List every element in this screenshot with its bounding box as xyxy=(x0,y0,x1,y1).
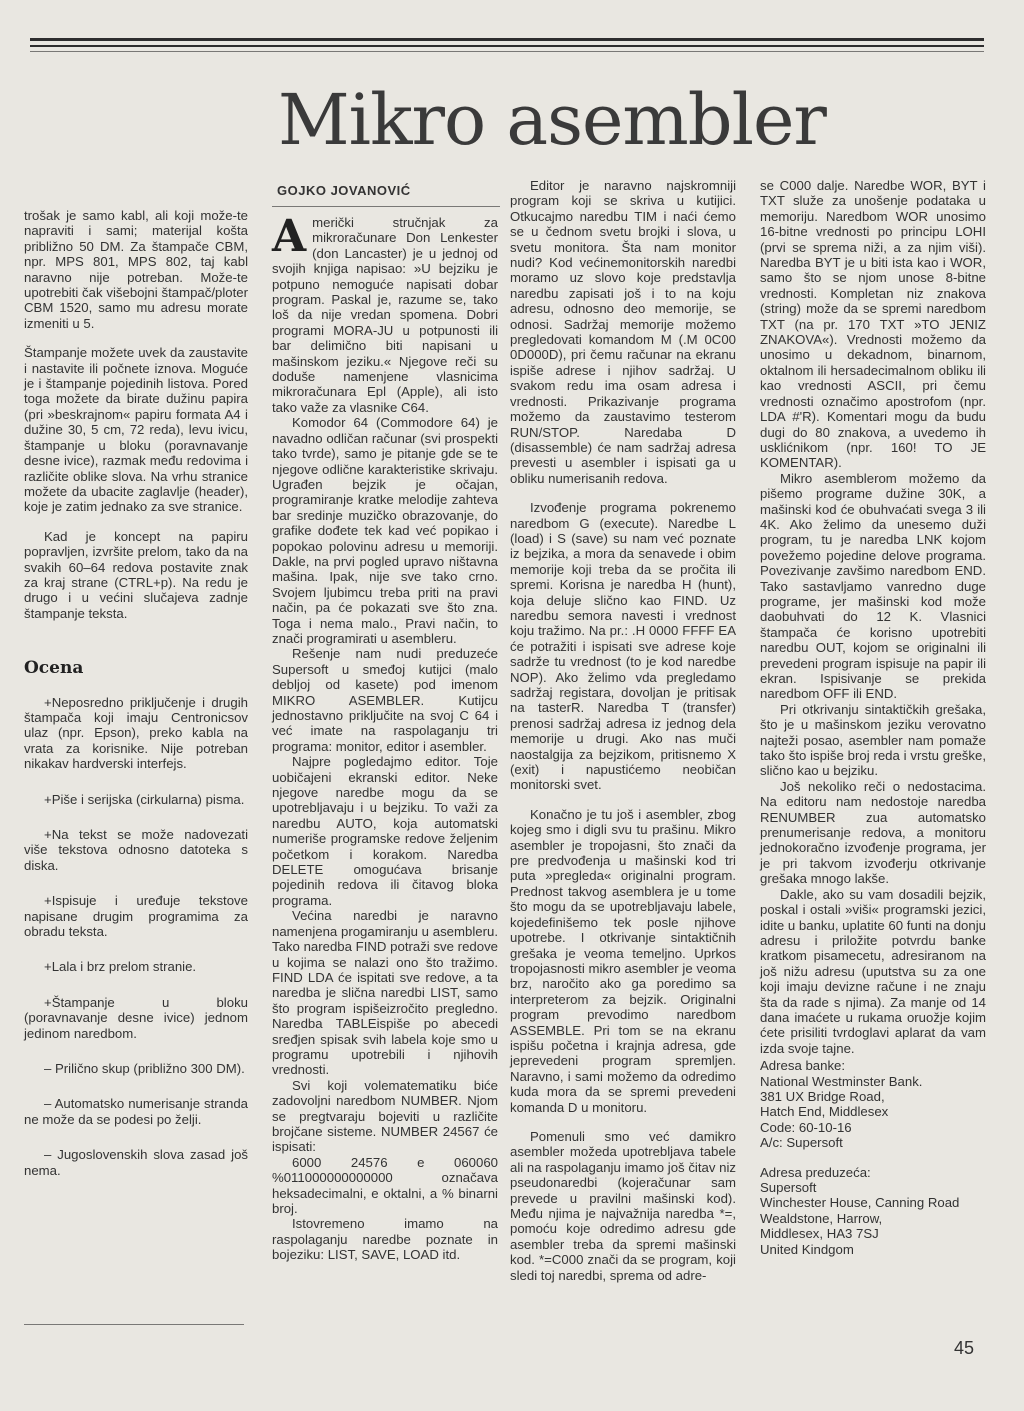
col2-paragraph: Svi koji volematematiku biće zadovoljni naredbom NUMBER. Njom se pregtvaraju bojeviti u različite brojčane sisteme. NUMBER 24567 će ispisati: xyxy=(272,1077,498,1155)
rating-item: +Na tekst se može nadovezati više tekstova odnosno datoteka s diska. xyxy=(24,827,248,873)
address-line: Adresa preduzeća: xyxy=(760,1164,871,1180)
top-rule-thin xyxy=(30,45,984,47)
address-line: Adresa banke: xyxy=(760,1058,846,1074)
top-rule-third xyxy=(30,51,984,52)
column-1 xyxy=(24,208,248,1178)
col3-paragraph: Izvođenje programa pokrenemo naredbom G (execute). Naredbe L (load) i S (save) su nam već poznate iz bejzika, a mora da senavede i obim memorije koji treba da se pročita ili spremi. Korisna je naredba H (hunt), koja deluje slično kao FIND. Uz naredbu semora navesti i vrednost koju tražimo. Na pr.: .H 0000 FFFF EA će potražiti i ispisati sve adrese koje sadrže tu vrednost (to je kod naredbe NOP). Ako želimo vda pregledamo sadržaj registara, dovoljan je pritisak na tasterR. Naredba T (transfer) prenosi sadržaj adresa iz jednog dela memorije u drugi. Ako nas muči naostalgija za bejzikom, pritisnemo X (exit) i napustićemo neobičan monitorski svet. xyxy=(510,500,736,793)
col1-bottom-rule xyxy=(24,1324,244,1325)
column-2 xyxy=(272,211,498,1263)
col1-paragraph: trošak je samo kabl, ali koji može-te napraviti i sami; materijal košta približno 50 DM. Za štampače CBM, npr. MPS 801, MPS 802, taj kabl naravno nije potreban. Može-te upotrebiti čak višebojni štampač/ploter CBM 1520, samo mu adresu morate izmeniti u 5. xyxy=(24,208,248,331)
col4-paragraph: Pri otkrivanju sintaktičkih grešaka, što je u mašinskom jeziku verovatno najteži posao, asembler nam pomaže tako što ispiše broj reda i vrstu greške, slično kao u bejziku. xyxy=(760,701,986,779)
section-heading-ocena: Ocena xyxy=(24,658,84,679)
address-line: 381 UX Bridge Road, xyxy=(760,1088,885,1104)
col1-paragraph: Štampanje možete uvek da zaustavite i nastavite ili počnete iznova. Moguće je i štampanje pojedinih listova. Pored toga možete da birate dužinu papira (pri »beskrajnom« papiru formata A4 i dužine 30, 5 cm, 72 reda), levu ivicu, štampanje u bloku (poravnavanje desne ivice), razmak među redovima i različite oblike slova. Na vrhu stranice možete da ubacite zaglavlje (header), koje je zatim jednako za sve stranice. xyxy=(24,345,248,515)
address-line: A/c: Supersoft xyxy=(760,1135,843,1151)
address-line: National Westminster Bank. xyxy=(760,1073,923,1089)
col2-paragraph: Većina naredbi je naravno namenjena progamiranju u asembleru. Tako naredba FIND potraži sve redove u kojima se nalazi ono što tražimo. FIND LDA će ispitati sve redove, a ta naredba je slična naredbi LIST, samo što program ispišeizročito pregledno. Naredba TABLEispiše po abecedi sređjen spisak svih labela koje smo u programu upotrebili i njihovih vrednosti. xyxy=(272,908,498,1078)
col4-paragraph: Još nekoliko reči o nedostacima. Na editoru nam nedostoje naredba RENUMBER zua automatsko prenumerisanje redova, a monitoru jednokoračno izvođenje programa, jer je pri takvom izvođerju otkrivanje grešaka mnogo lakše. xyxy=(760,778,986,887)
col4-paragraph: Mikro asemblerom možemo da pišemo programe dužine 30K, a mašinski kod će obuhvaćati svega 3 ili 4K. Ako želimo da unesemo duži program, tu je naredba LNK kojom povežemo pojedine delove programa. Povezivanje zavšimo naredbom END. Tako sastavljamo vanredno duge programe, jer mašinski kod može daobuhvati do 12 K. Vlasnici štampača će korisno upotrebiti naredbu OUT, kojom se originalni ili prevedeni program ispisuje na papir ili ekran. Ispisivanje se prekida naredbom OFF ili END. xyxy=(760,470,986,702)
column-4 xyxy=(760,178,986,1257)
address-line: United Kindgom xyxy=(760,1241,854,1257)
rating-item: +Neposredno priključenje i drugih štampača koji imaju Centronicsov ulaz (npr. Epson), preko kabla na vrata za korisnike. Nije potreban nikakav hardverski interfejs. xyxy=(24,694,248,772)
col3-paragraph: Konačno je tu još i asembler, zbog kojeg smo i digli svu tu prašinu. Mikro asembler je tropojasni, što znači da pre predvođenja u mašinski kod tri puta »pregleda« originalni program. Prednost takvog asemblera je u tome što mogu da se upotrebljavaju labele, kojedefinišemo tek posle njihove upotrebe. I otkrivanje sintaktičnih grešaka je veoma temeljno. Uprkos tropojasnosti mikro asembler je veoma brz, naročito ako ga poredimo sa interpreterom za bejzik. Originalni program prevodimo naredbom ASSEMBLE. Pri tom se na ekranu ispišu početna i krajnja adresa, gde jeprevedeni program spremljen. Naravno, i sami možemo da odredimo kuda mora da se spremi prevedeni komanda D u monitoru. xyxy=(510,806,736,1115)
rating-item: +Piše i serijska (cirkularna) pisma. xyxy=(44,791,245,807)
col2-paragraph: Najpre pogledajmo editor. Toje uobičajeni ekranski editor. Neke njegove naredbe mogu da se upotrebljavaju i u bejziku. To važi za naredbu AUTO, koja automatski numeriše programske redove željenim početkom i korakom. Naredba DELETE omogućava brisanje pojedinih redova ili čitavog bloka programa. xyxy=(272,754,498,908)
drop-cap: A xyxy=(272,211,307,262)
address-line: Winchester House, Canning Road xyxy=(760,1195,960,1211)
col4-paragraph: Dakle, ako su vam dosadili bejzik, poskal i ostali »viši« programski jezici, idite u banku, uplatite 60 funti na donju adresu i priložite potvrdu banke kratkom pisamecetu, adresiranom na još nižu adresu (uputstva su za one koji imaju devizne račune i ne znaju šta da rade s njima). Za manje od 14 dana imaćete u rukama oruožje kojim ćete prisiliti tvrdoglavi aplarat da vam izda svoje tajne. xyxy=(760,886,986,1056)
col2-paragraph: Istovremeno imamo na raspolaganju naredbe poznate in bojeziku: LIST, SAVE, LOAD itd. xyxy=(272,1216,498,1263)
col4-paragraph: se C000 dalje. Naredbe WOR, BYT i TXT služe za unošenje podataka u memoriju. Naredbom WOR unosimo 16-bitne vrednosti po principu LOHI (prvi se sprema niži, a za njim viši). Naredba BYT je u biti ista kao i WOR, samo što se njom unose 8-bitne vrednosti. Kompletan niz znakova (string) može da se spremi naredbom TXT (na pr. 170 TXT »TO JENIZ ZNAKOVA«). Vrednosti možemo da unosimo u dekadnom, binarnom, oktalnom ili hersadecimalnom obliku ili kao vrednosti ASCII, pri čemu vrednosti označimo apostrofom (npr. LDA #'R). Komentari mogu da budu dugi do 80 znakova, a uvedemo ih usklićnikom (npr. 160! TO JE KOMENTAR). xyxy=(760,178,986,471)
bank-address xyxy=(760,1058,986,1150)
rating-item: +Štampanje u bloku (poravnavanje desne ivice) jednom jedinom naredbom. xyxy=(24,994,248,1041)
address-line: Supersoft xyxy=(760,1180,817,1195)
address-line: Wealdstone, Harrow, xyxy=(760,1210,883,1226)
page-number: 45 xyxy=(954,1338,975,1358)
author-byline: GOJKO JOVANOVIĆ xyxy=(277,183,411,198)
address-line: Code: 60-10-16 xyxy=(760,1119,852,1135)
col2-paragraph xyxy=(272,211,498,415)
col2-paragraph: Komodor 64 (Commodore 64) je navadno odličan računar (svi prospekti tako tvrde), samo je pitanje gde se te njegove odlične karakteristike skrivaju. Ugrađen bejzik je očajan, programiranje kratke melodije zahteva bar sredinje muzičko obrazovanje, do grafike dođete tek kad već popikao i popokao polovinu adresu u memoriji. Dakle, na prvi pogled upravo ništavna mašina. Ipak, nije sve tako crno. Svojem ljubimcu treba priti na pravi način, pa će pokazati sve što zna. Toga i nema malo., Pravi način, to znači programirati u asembleru. xyxy=(272,415,498,646)
col3-paragraph: Editor je naravno najskromniji program koji se skriva u kutijici. Otkucajmo naredbu TIM i naći ćemo se u čednom svetu brojki i slova, u svetu monitora. Šta nam monitor nudi? Kod većinemonitorskih naredbi moramo uz slovo koje predstavlja naredbu zapisati još i to na koju adresu, odnosno deo memorije, se odnosi. Sadržaj memorije možemo pregledovati komandom M (.M 0C00 0D000D), pri čemu računar na ekranu ispiše adrese i njihov sadržaj. U svakom redu ima osam adresa i vrednosti. Prikazivanje programa možemo da zaustavimo testerom RUN/STOP. Naredaba D (disassemble) će nam sadržaj adresa prevesti u asembler i ispisati ga u obliku numerisanih redova. xyxy=(510,178,736,486)
company-address xyxy=(760,1165,986,1257)
column-3 xyxy=(510,178,736,1283)
rating-item: +Lala i brz prelom stranie. xyxy=(44,959,197,975)
address-line: Hatch End, Middlesex xyxy=(760,1104,889,1120)
rating-item: – Prilično skup (približno 300 DM). xyxy=(44,1061,245,1077)
col2-paragraph: Rešenje nam nudi preduzeće Supersoft u smeđoj kutijci (malo debljoj od kasete) pod imenom MIKRO ASEMBLER. Kutijcu jednostavno priključite na svoj C 64 i već imate na raspolaganju tri programa: monitor, editor i asembler. xyxy=(272,646,498,754)
col1-paragraph: Kad je koncept na papiru popravljen, izvršite prelom, tako da na svakih 60–64 redova postavite znak za kraj strane (CTRL+p). Na redu je drugo i u većini slučajeva zadnje štampanje teksta. xyxy=(24,528,248,621)
address-line: Middlesex, HA3 7SJ xyxy=(760,1226,879,1242)
col3-paragraph: Pomenuli smo već damikro asembler možeda upotrebljava tabele ali na raspolaganju imamo još čitav niz pseudonaredbi (kojeračunar sam prevede u pravilni mašinski kod). Među njima je najvažnija naredba *=, pomoću koje odredimo adresu gde asembler treba da spremi mašinski kod. *=C000 znači da se program, koji sledi toj naredbi, sprema od adre- xyxy=(510,1128,736,1283)
byline-rule xyxy=(272,206,500,207)
rating-item: – Automatsko numerisanje stranda ne može da se podesi po želji. xyxy=(24,1096,248,1127)
top-rule-thick xyxy=(30,38,984,41)
article-title: Mikro asembler xyxy=(278,79,826,161)
col2-lead-text: merički stručnjak za mikroračunare Don Lenkester (don Lancaster) je u jednoj od svojih knjiga napisao: »U bejziku je potpuno nemoguće napisati dobar program. Paskal je, razume se, tako loš da nije vredan spomena. Dobri programi MORA-JU u potpunosti ili bar delimično biti napisani u mašinskom jeziku.« Njegove reči su doduše namenjene vlasnicima mikroračunara Epl (Apple), ali isto tako važe za vlasnike C64. xyxy=(272,215,498,415)
col2-paragraph: 6000 24576 e 060060 %011000000000000 označava heksadecimalni, e oktalni, a % binarni broj. xyxy=(272,1154,498,1216)
rating-item: +Ispisuje i uređuje tekstove napisane drugim programima za obradu teksta. xyxy=(24,893,248,940)
rating-item: – Jugoslovenskih slova zasad još nema. xyxy=(24,1147,248,1178)
